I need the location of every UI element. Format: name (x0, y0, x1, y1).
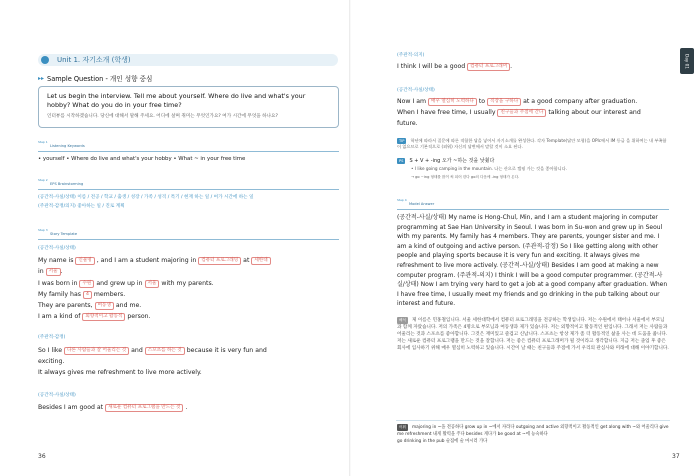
brainstorm-line-1: (공간적-사실/상태) 이름 / 전공 / 학교 / 출생 / 성장 / 가족 / 성격 / 특기 / 현재 하는 일 / 여가 시간에 하는 일 (38, 195, 254, 200)
ps-note: PS S + V + -ing 오가 ~하는 것을 낮췄다 (399, 158, 495, 164)
tip-note: TIP 학년에 따라서 질문에 따른 적합한 답을 넣어서 자기소개를 완성한다. 각자 Template(답안 모형)을 OPIc에서 IM 등급 을 위하여는 내 부족함이 없으므로 기본적으로 (외워) 자신의 답변에서 말할 것이 소요 된다. (397, 138, 667, 149)
section-label: (주관적-감정) (38, 335, 66, 340)
vocabulary-notes: 어휘 majoring in ~을 전공하다 grow up in ~에서 자라다 outgoing and active 외향적이고 활동적인 get along with ~와 어울리다 give me refreshment 내게 활력을 주다 besides 게다가 be good at ~에 능숙하다 go drinking in the pub 술집에 술 마시러 가다 (397, 425, 669, 444)
unit-title-bar (38, 54, 338, 66)
brainstorm-line-2: (주관적-감정/의지) 좋아하는 일 / 진로 계획 (38, 204, 125, 209)
fill-blank: 직장을 구하다 (487, 98, 521, 106)
fill-blank: 스포츠를 하는 것 (145, 347, 185, 355)
fill-blank: 친구들과 주점에 간다 (497, 109, 546, 117)
step3-tag: Step 3 Story Template (38, 228, 78, 236)
vocabulary-badge: 어휘 (399, 425, 406, 429)
template-sentence-1: My name is 인물명 , and I am a student majoring in 컴퓨터 프로그래밍 at 세한대 (38, 256, 271, 265)
fill-blank: 컴퓨터 프로그래밍 (198, 257, 241, 265)
double-arrow-icon: ▸▸ (38, 74, 45, 82)
fill-blank: 외향적이고 활동적 (82, 313, 125, 321)
template-sentence-9: I think I will be a good 컴퓨터 프로그래머 . (397, 63, 513, 70)
tip-badge: TIP (399, 139, 405, 143)
template-sentence-6b: exciting. (38, 358, 65, 365)
translation-badge: 해석 (399, 318, 406, 322)
step1-tag: Step 1 Listening Keywords (38, 140, 85, 148)
template-sentence-10: Now I am 매우 열심히 노력하다 to 직장을 구하다 at a good company after graduation. (397, 98, 638, 105)
template-sentence-8: Besides I am good at 새로운 컴퓨터 프로그램을 만드는 것 . (38, 404, 188, 411)
section-label: (공간적-사실/상태) (38, 246, 76, 251)
question-korean: 인터뷰를 시작하겠습니다. 당신에 대해서 말해 주세요. 어디에 살며 취미는 무엇인가요? 여가 시간에 무엇을 하나요? (47, 114, 278, 119)
fill-blank: 새로운 컴퓨터 프로그램을 만드는 것 (105, 404, 183, 412)
ps-badge: PS (399, 159, 404, 163)
divider (397, 209, 669, 210)
page-number: 37 (672, 453, 680, 460)
fill-blank: 컴퓨터 프로그래머 (467, 63, 510, 71)
korean-translation: 해석 제 이름은 민홍철입니다. 서울 세한대학에서 컴퓨터 프로그래밍을 전공하는 학생입니다. 저는 수원에서 태어나 서울에서 부모님과 함께 자랐습니다. 저의 가족은 4명으로 부모님과 여동생과 제가 있습니다. 저는 외향적이고 활동적인 편입니다. 그래서 저는 사람들과 어울리는 것과 스포츠를 좋아합니다. 그것은 재미있고 즐겁고 신납니다. 스포츠는 항상 제가 좀 더 활동적인 삶을 사는 데 도움을 줍니다. 저는 새로운 컴퓨터 프로그램을 만드는 것을 잘합니다. 저는 좋은 컴퓨터 프로그래머가 될 것이라고 생각합니다. 지금 저는 졸업 후 좋은 회사에 입사하기 위해 매우 열심히 노력하고 있습니다. 시간이 날 때는 친구들과 주점에 가서 우리의 관심사와 미래에 대해 이야기합니다. (397, 318, 669, 351)
unit-title: Unit 1. 자기소개 (학생) (57, 56, 131, 64)
listening-keywords: • yourself • Where do live and what's your hobby • What ~ in your free time (38, 156, 246, 162)
day-tab: Day 01 (680, 48, 694, 74)
step2-tag: Step 2 EPS Brainstorming (38, 178, 84, 186)
fill-blank: 서울 (145, 280, 160, 288)
template-sentence-11b: future. (397, 120, 418, 127)
model-answer-text: (공간적-사실/상태) My name is Hong-Chul, Min, and I am a student majoring in computer programming at Sae Han University in Seoul. I was born in Su-won and grew up in Seoul with my parents. My family has 4 members. They are parents, younger sister and me. I am a kind of outgoing and active person. (주관적-감정) So I like getting along with other people and playing sports because it is very fun and exciting. It always gives me refreshment to live more actively. (공간적-사실/상태) Besides I am good at making a new computer program. (주관적-의지) I think I will be a good computer programmer. (공간적-사실/상태) Now I am trying very hard to get a job at a good company after graduation. When I have free time, I usually meet my friends and go drinking in the pub talking about our interest and future. (397, 214, 668, 308)
fill-blank: 서울 (46, 268, 61, 276)
template-sentence-5: I am a kind of 외향적이고 활동적 person. (38, 313, 151, 320)
question-box (38, 86, 339, 128)
unit-bullet-icon (41, 56, 49, 64)
divider (38, 239, 339, 240)
sample-question-title: ▸▸ Sample Question - 개인 성향 중심 (38, 74, 153, 83)
fill-blank: 매우 열심히 노력하다 (428, 98, 477, 106)
step4-tag: Step 4 Model Answer (397, 198, 435, 206)
template-sentence-1b: in 서울 . (38, 268, 63, 275)
section-label: (공간적-사실/상태) (397, 88, 435, 93)
question-english: Let us begin the interview. Tell me about yourself. Where do live and what's your hobby? What do you do in your free time? (47, 92, 306, 109)
section-label: (공간적-사실/상태) (38, 393, 76, 398)
section-label: (주관적-의지) (397, 53, 425, 58)
fill-blank: 인물명 (75, 257, 94, 265)
template-sentence-2: I was born in 수원 and grew up in 서울 with my parents. (38, 280, 214, 287)
fill-blank: 여동생 (95, 302, 114, 310)
fill-blank: 세한대 (251, 257, 270, 265)
divider (38, 151, 339, 152)
template-sentence-7: It always gives me refreshment to live more actively. (38, 369, 202, 376)
template-sentence-6: So I like 다른 사람들과 잘 어울리는 것 and 스포츠를 하는 것 because it is very fun and (38, 347, 267, 354)
ps-example: • I like going camping in the mountain. 나는 산으로 캠핑 가는 것을 좋아합니다. (411, 166, 568, 171)
divider (396, 420, 670, 421)
template-sentence-11: When I have free time, I usually 친구들과 주점에 간다 talking about our interest and (397, 109, 641, 116)
template-sentence-4: They are parents, 여동생 and me. (38, 302, 142, 309)
fill-blank: 수원 (79, 280, 94, 288)
fill-blank: 다른 사람들과 잘 어울리는 것 (64, 347, 129, 355)
template-sentence-3: My family has 4 members. (38, 291, 126, 298)
ps-explanation: → go ~ing 형태를 많이 써 되어 한다 go의 다음에 -ing 형태가 온다. (411, 175, 520, 179)
page-number: 36 (38, 453, 46, 460)
divider (38, 189, 339, 190)
fill-blank: 4 (83, 291, 92, 299)
